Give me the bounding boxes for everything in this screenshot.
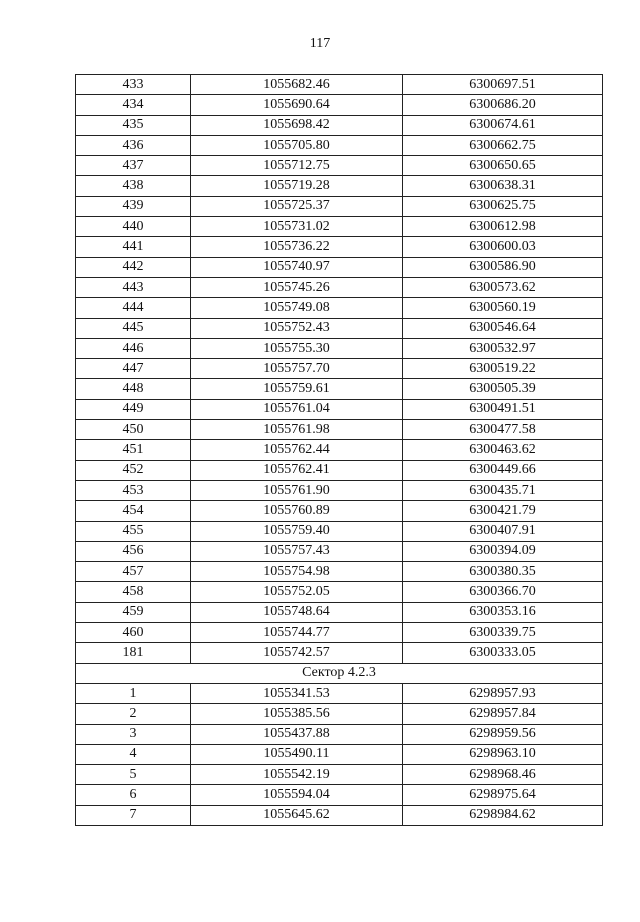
y-coordinate-cell: 6300560.19 (403, 298, 603, 318)
point-number-cell: 450 (76, 420, 191, 440)
point-number-cell: 445 (76, 318, 191, 338)
y-coordinate-cell: 6298959.56 (403, 724, 603, 744)
table-row (76, 338, 603, 358)
y-coordinate-cell: 6300638.31 (403, 176, 603, 196)
x-coordinate-cell: 1055759.40 (191, 521, 403, 541)
table-row (76, 480, 603, 500)
y-coordinate-cell: 6300435.71 (403, 480, 603, 500)
point-number-cell: 181 (76, 643, 191, 663)
x-coordinate-cell: 1055752.43 (191, 318, 403, 338)
y-coordinate-cell: 6300353.16 (403, 602, 603, 622)
point-number-cell: 439 (76, 196, 191, 216)
table-row (76, 156, 603, 176)
x-coordinate-cell: 1055698.42 (191, 115, 403, 135)
x-coordinate-cell: 1055759.61 (191, 379, 403, 399)
x-coordinate-cell: 1055725.37 (191, 196, 403, 216)
y-coordinate-cell: 6300612.98 (403, 217, 603, 237)
point-number-cell: 457 (76, 562, 191, 582)
table-row (76, 359, 603, 379)
x-coordinate-cell: 1055690.64 (191, 95, 403, 115)
point-number-cell: 452 (76, 460, 191, 480)
table-row (76, 643, 603, 663)
table-row (76, 399, 603, 419)
x-coordinate-cell: 1055341.53 (191, 683, 403, 703)
x-coordinate-cell: 1055761.90 (191, 480, 403, 500)
table-row (76, 298, 603, 318)
x-coordinate-cell: 1055745.26 (191, 277, 403, 297)
y-coordinate-cell: 6300394.09 (403, 541, 603, 561)
x-coordinate-cell: 1055760.89 (191, 501, 403, 521)
y-coordinate-cell: 6300650.65 (403, 156, 603, 176)
x-coordinate-cell: 1055719.28 (191, 176, 403, 196)
x-coordinate-cell: 1055755.30 (191, 338, 403, 358)
y-coordinate-cell: 6298957.84 (403, 704, 603, 724)
point-number-cell: 7 (76, 805, 191, 825)
table-row (76, 196, 603, 216)
table-row (76, 257, 603, 277)
y-coordinate-cell: 6300586.90 (403, 257, 603, 277)
table-row (76, 217, 603, 237)
point-number-cell: 436 (76, 135, 191, 155)
y-coordinate-cell: 6300477.58 (403, 420, 603, 440)
point-number-cell: 459 (76, 602, 191, 622)
table-row (76, 623, 603, 643)
point-number-cell: 5 (76, 765, 191, 785)
point-number-cell: 451 (76, 440, 191, 460)
page-number: 117 (309, 36, 331, 51)
y-coordinate-cell: 6300491.51 (403, 399, 603, 419)
point-number-cell: 4 (76, 744, 191, 764)
y-coordinate-cell: 6298963.10 (403, 744, 603, 764)
y-coordinate-cell: 6300600.03 (403, 237, 603, 257)
point-number-cell: 437 (76, 156, 191, 176)
y-coordinate-cell: 6300686.20 (403, 95, 603, 115)
y-coordinate-cell: 6300697.51 (403, 75, 603, 95)
y-coordinate-cell: 6300366.70 (403, 582, 603, 602)
table-row (76, 135, 603, 155)
point-number-cell: 3 (76, 724, 191, 744)
y-coordinate-cell: 6300449.66 (403, 460, 603, 480)
point-number-cell: 456 (76, 541, 191, 561)
y-coordinate-cell: 6300662.75 (403, 135, 603, 155)
x-coordinate-cell: 1055437.88 (191, 724, 403, 744)
y-coordinate-cell: 6300674.61 (403, 115, 603, 135)
point-number-cell: 448 (76, 379, 191, 399)
table-row (76, 75, 603, 95)
x-coordinate-cell: 1055757.70 (191, 359, 403, 379)
x-coordinate-cell: 1055594.04 (191, 785, 403, 805)
x-coordinate-cell: 1055762.44 (191, 440, 403, 460)
table-row (76, 277, 603, 297)
y-coordinate-cell: 6300573.62 (403, 277, 603, 297)
y-coordinate-cell: 6300421.79 (403, 501, 603, 521)
table-row (76, 541, 603, 561)
y-coordinate-cell: 6300463.62 (403, 440, 603, 460)
table-row (76, 744, 603, 764)
table-row (76, 501, 603, 521)
section-row (76, 663, 603, 683)
point-number-cell: 460 (76, 623, 191, 643)
y-coordinate-cell: 6300407.91 (403, 521, 603, 541)
point-number-cell: 6 (76, 785, 191, 805)
table-row (76, 237, 603, 257)
y-coordinate-cell: 6298984.62 (403, 805, 603, 825)
x-coordinate-cell: 1055761.98 (191, 420, 403, 440)
point-number-cell: 449 (76, 399, 191, 419)
x-coordinate-cell: 1055761.04 (191, 399, 403, 419)
point-number-cell: 455 (76, 521, 191, 541)
point-number-cell: 433 (76, 75, 191, 95)
x-coordinate-cell: 1055762.41 (191, 460, 403, 480)
x-coordinate-cell: 1055740.97 (191, 257, 403, 277)
y-coordinate-cell: 6298975.64 (403, 785, 603, 805)
point-number-cell: 458 (76, 582, 191, 602)
table-row (76, 602, 603, 622)
point-number-cell: 435 (76, 115, 191, 135)
coordinates-table (75, 74, 603, 826)
table-row (76, 318, 603, 338)
x-coordinate-cell: 1055542.19 (191, 765, 403, 785)
point-number-cell: 453 (76, 480, 191, 500)
point-number-cell: 434 (76, 95, 191, 115)
x-coordinate-cell: 1055754.98 (191, 562, 403, 582)
point-number-cell: 441 (76, 237, 191, 257)
point-number-cell: 444 (76, 298, 191, 318)
table-row (76, 805, 603, 825)
y-coordinate-cell: 6300505.39 (403, 379, 603, 399)
table-row (76, 683, 603, 703)
x-coordinate-cell: 1055645.62 (191, 805, 403, 825)
section-title: Сектор 4.2.3 (76, 663, 603, 683)
table-row (76, 582, 603, 602)
coordinates-table-body (76, 75, 603, 826)
point-number-cell: 438 (76, 176, 191, 196)
table-row (76, 440, 603, 460)
table-row (76, 379, 603, 399)
point-number-cell: 442 (76, 257, 191, 277)
x-coordinate-cell: 1055742.57 (191, 643, 403, 663)
table-row (76, 460, 603, 480)
y-coordinate-cell: 6300532.97 (403, 338, 603, 358)
x-coordinate-cell: 1055705.80 (191, 135, 403, 155)
table-row (76, 176, 603, 196)
x-coordinate-cell: 1055744.77 (191, 623, 403, 643)
point-number-cell: 1 (76, 683, 191, 703)
x-coordinate-cell: 1055749.08 (191, 298, 403, 318)
x-coordinate-cell: 1055731.02 (191, 217, 403, 237)
x-coordinate-cell: 1055752.05 (191, 582, 403, 602)
point-number-cell: 447 (76, 359, 191, 379)
point-number-cell: 446 (76, 338, 191, 358)
x-coordinate-cell: 1055490.11 (191, 744, 403, 764)
y-coordinate-cell: 6298957.93 (403, 683, 603, 703)
table-row (76, 785, 603, 805)
table-row (76, 562, 603, 582)
y-coordinate-cell: 6300625.75 (403, 196, 603, 216)
point-number-cell: 2 (76, 704, 191, 724)
x-coordinate-cell: 1055736.22 (191, 237, 403, 257)
x-coordinate-cell: 1055757.43 (191, 541, 403, 561)
point-number-cell: 440 (76, 217, 191, 237)
y-coordinate-cell: 6300519.22 (403, 359, 603, 379)
y-coordinate-cell: 6300333.05 (403, 643, 603, 663)
point-number-cell: 454 (76, 501, 191, 521)
x-coordinate-cell: 1055385.56 (191, 704, 403, 724)
y-coordinate-cell: 6300339.75 (403, 623, 603, 643)
point-number-cell: 443 (76, 277, 191, 297)
table-row (76, 420, 603, 440)
table-row (76, 765, 603, 785)
table-row (76, 704, 603, 724)
table-row (76, 724, 603, 744)
x-coordinate-cell: 1055712.75 (191, 156, 403, 176)
table-row (76, 521, 603, 541)
x-coordinate-cell: 1055682.46 (191, 75, 403, 95)
table-row (76, 115, 603, 135)
y-coordinate-cell: 6300546.64 (403, 318, 603, 338)
y-coordinate-cell: 6298968.46 (403, 765, 603, 785)
table-row (76, 95, 603, 115)
y-coordinate-cell: 6300380.35 (403, 562, 603, 582)
x-coordinate-cell: 1055748.64 (191, 602, 403, 622)
